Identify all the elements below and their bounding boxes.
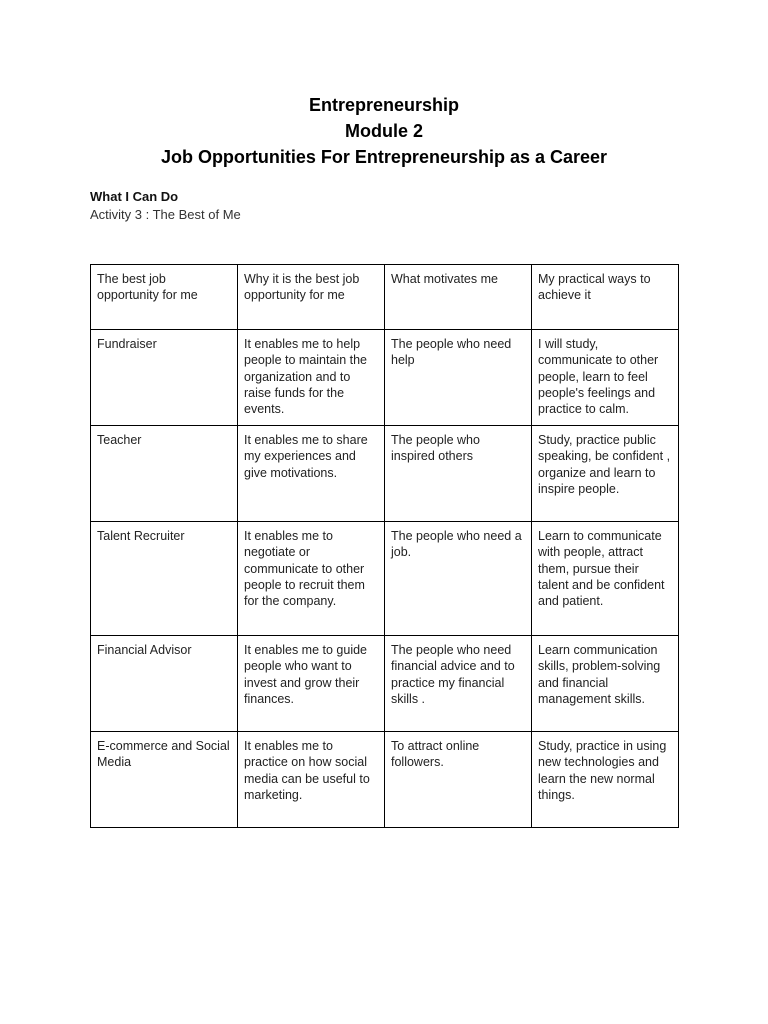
table-cell: The people who need financial advice and to practice my financial skills . [385,636,532,732]
activity-label: Activity 3 : The Best of Me [90,207,241,222]
table-cell: Learn to communicate with people, attract them, pursue their talent and be confident and patient. [532,522,679,636]
table-cell: It enables me to negotiate or communicate to other people to recruit them for the company. [238,522,385,636]
table-cell: The people who need help [385,330,532,426]
table-header-cell: What motivates me [385,265,532,330]
table-cell: Study, practice public speaking, be confident , organize and learn to inspire people. [532,426,679,522]
table-cell: Talent Recruiter [91,522,238,636]
table-cell: Fundraiser [91,330,238,426]
activity-table [90,264,679,828]
table-row [91,636,679,732]
table-header-cell: The best job opportunity for me [91,265,238,330]
table-cell: The people who need a job. [385,522,532,636]
table-cell: It enables me to help people to maintain the organization and to raise funds for the events. [238,330,385,426]
lesson-title: Job Opportunities For Entrepreneurship as a Career [160,147,608,167]
table-cell: Financial Advisor [91,636,238,732]
table-row [91,522,679,636]
table-row [91,732,679,828]
table-cell: Study, practice in using new technologies and learn the new normal things. [532,732,679,828]
document-title: Entrepreneurship [308,95,460,115]
table-cell: It enables me to practice on how social media can be useful to marketing. [238,732,385,828]
table-cell: Teacher [91,426,238,522]
table-cell: I will study, communicate to other people, learn to feel people's feelings and practice to calm. [532,330,679,426]
table-cell: The people who inspired others [385,426,532,522]
table-cell: Learn communication skills, problem-solving and financial management skills. [532,636,679,732]
table-cell: It enables me to guide people who want to invest and grow their finances. [238,636,385,732]
table-header-cell: My practical ways to achieve it [532,265,679,330]
module-title: Module 2 [344,121,423,141]
table-row [91,426,679,522]
table-header-row [91,265,679,330]
table-cell: E-commerce and Social Media [91,732,238,828]
section-heading: What I Can Do [90,189,179,204]
table-row [91,330,679,426]
title-block [0,92,768,170]
table-cell: To attract online followers. [385,732,532,828]
table-header-cell: Why it is the best job opportunity for me [238,265,385,330]
table-cell: It enables me to share my experiences and give motivations. [238,426,385,522]
